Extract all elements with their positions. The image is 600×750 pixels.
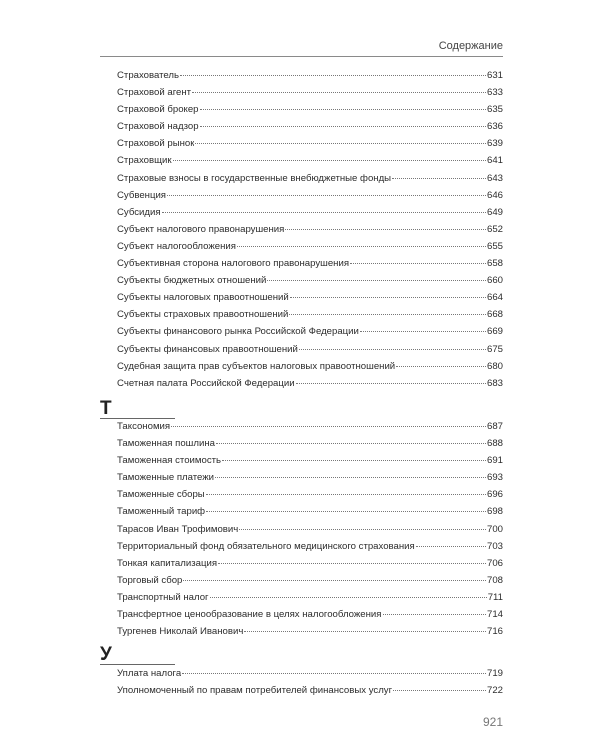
section-letter-u-text: У (100, 644, 112, 665)
toc-entry (117, 503, 503, 520)
toc-entry-page: 636 (486, 121, 503, 133)
toc-entry-title: Субъекты страховых правоотношений (117, 309, 289, 321)
toc-entry-title: Тургенев Николай Иванович (117, 626, 244, 638)
toc-block-t (117, 418, 503, 640)
section-letter-t (100, 399, 175, 419)
toc-entry-page: 693 (486, 472, 503, 484)
toc-dot-leader (171, 426, 486, 427)
toc-entry-title: Счетная палата Российской Федерации (117, 377, 295, 389)
toc-entry-page: 711 (487, 591, 503, 603)
toc-dot-leader (416, 546, 486, 547)
toc-entry (117, 204, 503, 221)
toc-entry-title: Торговый сбор (117, 574, 183, 586)
toc-dot-leader (167, 195, 486, 196)
toc-dot-leader (195, 143, 486, 144)
toc-entry-title: Таксономия (117, 421, 171, 432)
toc-dot-leader (383, 614, 486, 615)
toc-dot-leader (289, 314, 486, 315)
toc-entry (117, 118, 503, 135)
toc-entry-title: Субъекты финансовых правоотношений (117, 343, 298, 355)
toc-entry (117, 435, 503, 452)
toc-entry-title: Судебная защита прав субъектов налоговых правоотношений (117, 360, 396, 372)
running-head (100, 38, 503, 57)
toc-entry (117, 272, 503, 289)
section-letter-t-text: Т (100, 398, 112, 419)
toc-entry-title: Таможенный тариф (117, 506, 206, 518)
toc-entry-title: Трансфертное ценообразование в целях налогообложения (117, 609, 382, 621)
toc-entry (117, 572, 503, 589)
toc-entry (117, 589, 503, 606)
toc-entry-page: 703 (486, 540, 503, 552)
toc-entry-title: Субъекты налоговых правоотношений (117, 292, 289, 304)
toc-entry (117, 358, 503, 375)
toc-entry (117, 521, 503, 538)
toc-entry-page: 664 (486, 292, 503, 304)
toc-entry (117, 665, 503, 682)
toc-entry-page: 716 (486, 626, 503, 638)
toc-entry (117, 323, 503, 340)
toc-entry-page: 675 (486, 343, 503, 355)
toc-dot-leader (200, 126, 486, 127)
toc-dot-leader (237, 246, 486, 247)
toc-entry-page: 658 (486, 258, 503, 270)
toc-entry (117, 606, 503, 623)
toc-entry-title: Таможенные платежи (117, 472, 215, 484)
toc-entry-page: 706 (486, 557, 503, 569)
toc-entry-title: Субъективная сторона налогового правонарушения (117, 258, 350, 270)
toc-entry-page: 698 (486, 506, 503, 518)
toc-entry (117, 101, 503, 118)
toc-entry (117, 67, 503, 84)
toc-entry-title: Транспортный налог (117, 591, 209, 603)
toc-dot-leader (162, 212, 486, 213)
toc-entry-title: Субвенция (117, 189, 166, 201)
toc-entry-title: Страховые взносы в государственные внебюджетные фонды (117, 172, 392, 184)
toc-entry-title: Страховой брокер (117, 104, 199, 116)
toc-entry (117, 538, 503, 555)
toc-block-u (117, 665, 503, 699)
toc-entry-page: 669 (486, 326, 503, 338)
toc-entry-page: 700 (486, 523, 503, 535)
toc-entry (117, 221, 503, 238)
toc-entry-title: Таможенная пошлина (117, 438, 215, 450)
toc-entry-page: 688 (486, 438, 503, 450)
toc-entry-title: Тонкая капитализация (117, 557, 218, 569)
toc-dot-leader (218, 563, 486, 564)
toc-entry (117, 152, 503, 169)
toc-dot-leader (239, 529, 486, 530)
toc-dot-leader (210, 597, 487, 598)
toc-entry-title: Страхователь (117, 70, 180, 81)
toc-entry-page: 631 (486, 70, 503, 81)
toc-entry-title: Субъект налогообложения (117, 240, 236, 252)
toc-dot-leader (393, 690, 486, 691)
toc-entry (117, 135, 503, 152)
running-head-title: Содержание (438, 40, 503, 52)
toc-entry (117, 452, 503, 469)
toc-entry (117, 289, 503, 306)
toc-entry-page: 643 (486, 172, 503, 184)
toc-entry-title: Таможенные сборы (117, 489, 205, 501)
toc-entry-page: 655 (486, 240, 503, 252)
toc-entry-page: 683 (486, 377, 503, 389)
toc-entry (117, 418, 503, 435)
toc-entry (117, 623, 503, 640)
toc-entry-title: Субъекты бюджетных отношений (117, 275, 267, 287)
toc-entry-title: Страховой надзор (117, 121, 199, 133)
toc-dot-leader (216, 443, 486, 444)
toc-entry-title: Страховщик (117, 155, 172, 167)
toc-entry-page: 722 (486, 685, 503, 697)
toc-dot-leader (173, 160, 486, 161)
toc-entry-page: 639 (486, 138, 503, 150)
toc-dot-leader (206, 511, 486, 512)
toc-dot-leader (290, 297, 486, 298)
toc-block-s (117, 67, 503, 392)
toc-dot-leader (222, 460, 486, 461)
toc-entry-title: Субъект налогового правонарушения (117, 223, 285, 235)
toc-entry-title: Тарасов Иван Трофимович (117, 523, 239, 535)
toc-entry-title: Уплата налога (117, 668, 182, 679)
toc-dot-leader (267, 280, 486, 281)
toc-entry-page: 680 (486, 360, 503, 372)
toc-dot-leader (296, 383, 486, 384)
toc-dot-leader (192, 92, 486, 93)
toc-entry-page: 641 (486, 155, 503, 167)
toc-entry (117, 469, 503, 486)
toc-entry-page: 714 (486, 609, 503, 621)
toc-entry-page: 646 (486, 189, 503, 201)
toc-dot-leader (200, 109, 486, 110)
toc-entry-page: 696 (486, 489, 503, 501)
toc-entry (117, 306, 503, 323)
toc-entry-title: Страховой рынок (117, 138, 195, 150)
toc-dot-leader (360, 331, 486, 332)
page-number: 921 (482, 715, 503, 729)
toc-entry-title: Уполномоченный по правам потребителей финансовых услуг (117, 685, 393, 697)
toc-entry (117, 170, 503, 187)
toc-dot-leader (183, 580, 486, 581)
toc-entry-title: Таможенная стоимость (117, 455, 222, 467)
toc-entry-title: Территориальный фонд обязательного медицинского страхования (117, 540, 415, 552)
toc-dot-leader (350, 263, 486, 264)
toc-dot-leader (206, 494, 486, 495)
toc-entry (117, 486, 503, 503)
toc-dot-leader (180, 75, 486, 76)
toc-entry-page: 691 (486, 455, 503, 467)
toc-entry-page: 635 (486, 104, 503, 116)
toc-entry (117, 187, 503, 204)
toc-entry (117, 238, 503, 255)
toc-entry (117, 682, 503, 699)
toc-dot-leader (285, 229, 486, 230)
toc-entry-title: Субъекты финансового рынка Российской Федерации (117, 326, 359, 338)
toc-dot-leader (396, 366, 486, 367)
toc-dot-leader (182, 673, 486, 674)
toc-dot-leader (299, 349, 486, 350)
toc-entry (117, 341, 503, 358)
toc-entry-title: Страховой агент (117, 87, 192, 99)
toc-entry (117, 555, 503, 572)
toc-entry-page: 652 (486, 223, 503, 235)
toc-entry-page: 719 (486, 668, 503, 679)
toc-entry-page: 633 (486, 87, 503, 99)
toc-entry-title: Субсидия (117, 206, 161, 218)
toc-entry-page: 649 (486, 206, 503, 218)
toc-entry-page: 687 (486, 421, 503, 432)
toc-entry (117, 84, 503, 101)
toc-dot-leader (215, 477, 486, 478)
toc-dot-leader (392, 178, 486, 179)
toc-entry-page: 660 (486, 275, 503, 287)
toc-entry-page: 668 (486, 309, 503, 321)
toc-dot-leader (244, 631, 486, 632)
section-letter-u (100, 645, 175, 665)
toc-entry (117, 375, 503, 392)
toc-entry (117, 255, 503, 272)
toc-entry-page: 708 (486, 574, 503, 586)
